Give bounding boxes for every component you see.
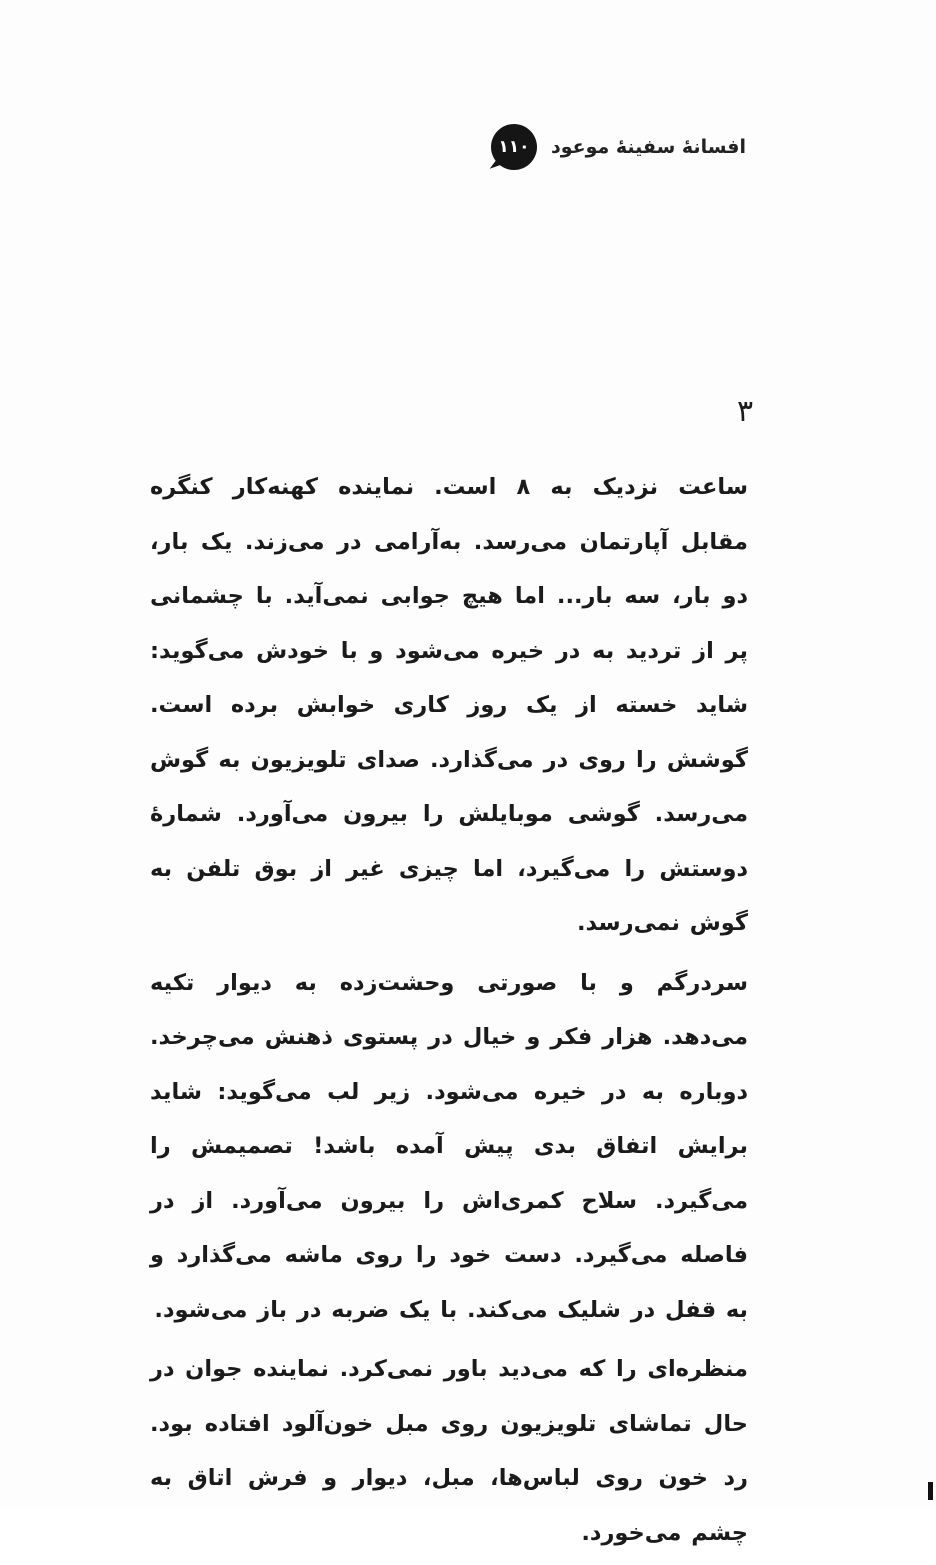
paragraph-1: ساعت نزدیک به ۸ است. نماینده کهنه‌کار کنگره مقابل آپارتمان می‌رسد. به‌آرامی در می‌زند. یک بار، دو بار، سه بار... اما هیچ جوابی نمی‌آید. با چشمانی پر از تردید به در خیره می‌شود و با خودش می‌گوید: شاید خسته از یک روز کاری خوابش برده است. گوشش را روی در می‌گذارد. صدای تلویزیون به گوش می‌رسد. گوشی موبایلش را بیرون می‌آورد. شمارهٔ دوستش را می‌گیرد، اما چیزی غیر از بوق تلفن به گوش نمی‌رسد. — [150, 474, 748, 936]
paragraph-2: سردرگم و با صورتی وحشت‌زده به دیوار تکیه می‌دهد. هزار فکر و خیال در پستوی ذهنش می‌چرخد. دوباره به در خیره می‌شود. زیر لب می‌گوید: شاید برایش اتفاق بدی پیش آمده باشد! تصمیمش را می‌گیرد. سلاح کمری‌اش را بیرون می‌آورد. از در فاصله می‌گیرد. دست خود را روی ماشه می‌گذارد و به قفل در شلیک می‌کند. با یک ضربه در باز می‌شود. — [150, 969, 748, 1323]
paragraph-3: منظره‌ای را که می‌دید باور نمی‌کرد. نماینده جوان در حال تماشای تلویزیون روی مبل خون‌آلود افتاده بود. رد خون روی لباس‌ها، مبل، دیوار و فرش اتاق به چشم می‌خورد. — [150, 1356, 748, 1546]
book-title: افسانهٔ سفینهٔ موعود — [550, 136, 746, 158]
page-number-badge — [491, 124, 537, 170]
body-text — [150, 460, 748, 1565]
running-header — [491, 124, 746, 170]
chapter-number: ۳ — [736, 394, 754, 429]
page-number: ۱۱۰ — [498, 137, 530, 157]
page-edge-mark — [928, 1482, 933, 1500]
